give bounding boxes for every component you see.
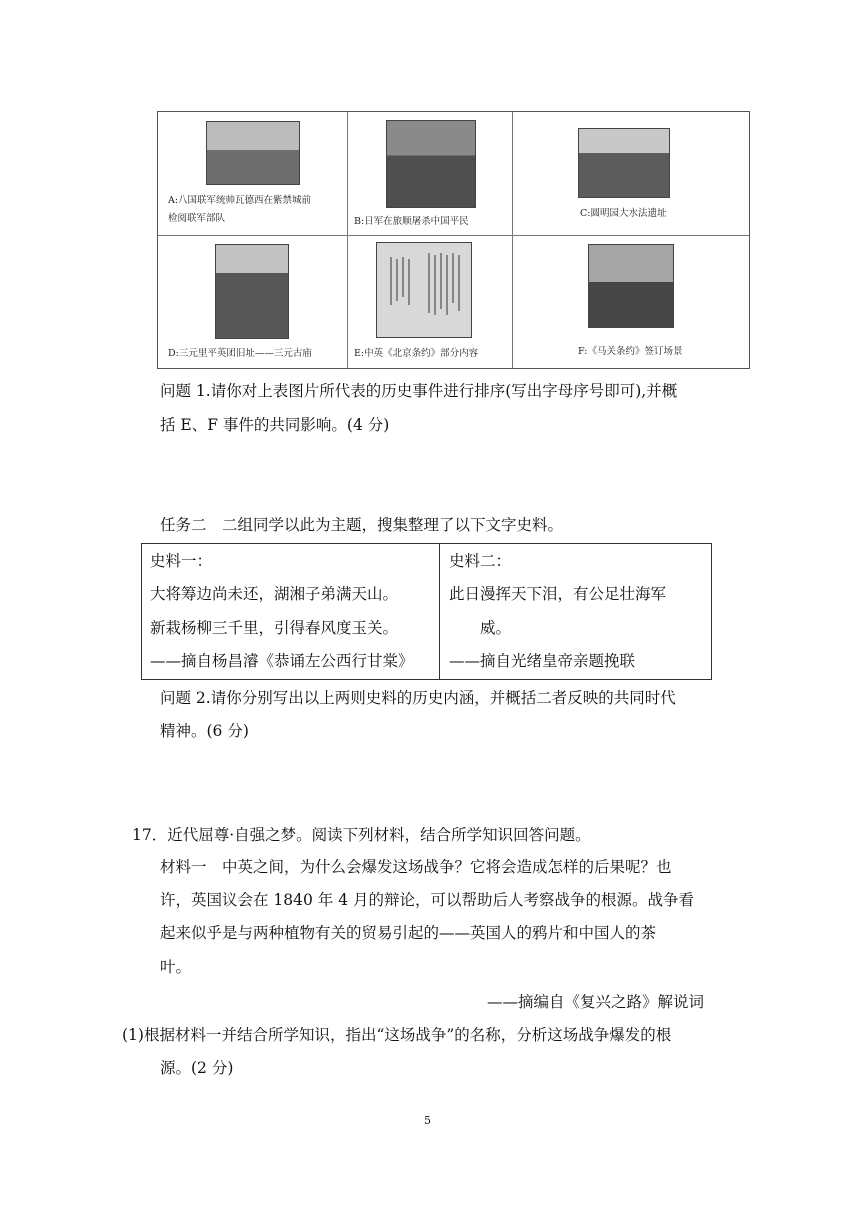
table-divider: [439, 544, 440, 679]
caption-c: C:圆明园大水法遗址: [580, 208, 667, 219]
source-1-line2: 新栽杨柳三千里，引得春风度玉关。: [150, 619, 399, 637]
caption-d: D:三元里平英团旧址——三元古庙: [168, 348, 312, 359]
table-divider: [512, 112, 513, 368]
source-1-title: 史料一：: [150, 552, 213, 570]
caption-e: E:中英《北京条约》部分内容: [354, 348, 479, 359]
source-2-line2: 威。: [480, 619, 512, 637]
task-2-heading: 任务二 二组同学以此为主题，搜集整理了以下文字史料。: [160, 516, 564, 534]
treaty-document-image: [377, 243, 472, 338]
question-2-line1: 问题 2.请你分别写出以上两则史料的历史内涵，并概括二者反映的共同时代: [160, 689, 676, 707]
page-number: 5: [424, 1114, 431, 1127]
photo-d: [215, 244, 289, 339]
source-1-line1: 大将筹边尚未还，湖湘子弟满天山。: [150, 585, 399, 603]
question-17-title: 17．近代屈尊·自强之梦。阅读下列材料，结合所学知识回答问题。: [132, 826, 591, 844]
source-table: [141, 543, 712, 680]
question-2-line2: 精神。(6 分): [160, 722, 249, 740]
question-17-1-line2: 源。(2 分): [160, 1059, 234, 1077]
table-divider: [158, 235, 749, 236]
source-2-citation: ——摘自光绪皇帝亲题挽联: [449, 652, 636, 670]
source-2-title: 史料二：: [449, 552, 512, 570]
caption-b: B:日军在旅顺屠杀中国平民: [354, 216, 469, 227]
photo-e: [376, 242, 472, 338]
table-divider: [347, 112, 348, 368]
material-1-line3: 起来似乎是与两种植物有关的贸易引起的——英国人的鸦片和中国人的茶: [160, 924, 657, 942]
photo-b: [386, 120, 476, 208]
material-1-line2: 许，英国议会在 1840 年 4 月的辩论，可以帮助后人考察战争的根源。战争看: [160, 891, 695, 909]
photo-c: [578, 128, 670, 198]
photo-a: [206, 121, 300, 185]
caption-a-line1: A:八国联军统帅瓦德西在紫禁城前: [168, 195, 312, 206]
material-1-line1: 材料一 中英之间，为什么会爆发这场战争？它将会造成怎样的后果呢？也: [160, 858, 672, 876]
caption-f: F:《马关条约》签订场景: [578, 346, 683, 357]
photo-f: [588, 244, 674, 328]
question-17-1-line1: (1)根据材料一并结合所学知识，指出“这场战争”的名称，分析这场战争爆发的根: [122, 1026, 672, 1044]
source-2-line1: 此日漫挥天下泪，有公足壮海军: [449, 585, 667, 603]
material-1-source: ——摘编自《复兴之路》解说词: [487, 993, 705, 1011]
material-1-line4: 叶。: [160, 958, 192, 976]
question-1-line2: 括 E、F 事件的共同影响。(4 分): [160, 416, 390, 434]
question-1-line1: 问题 1.请你对上表图片所代表的历史事件进行排序(写出字母序号即可),并概: [160, 382, 678, 400]
picture-table: [157, 111, 750, 369]
source-1-citation: ——摘自杨昌濬《恭诵左公西行甘棠》: [150, 652, 414, 670]
caption-a-line2: 检阅联军部队: [168, 213, 226, 224]
